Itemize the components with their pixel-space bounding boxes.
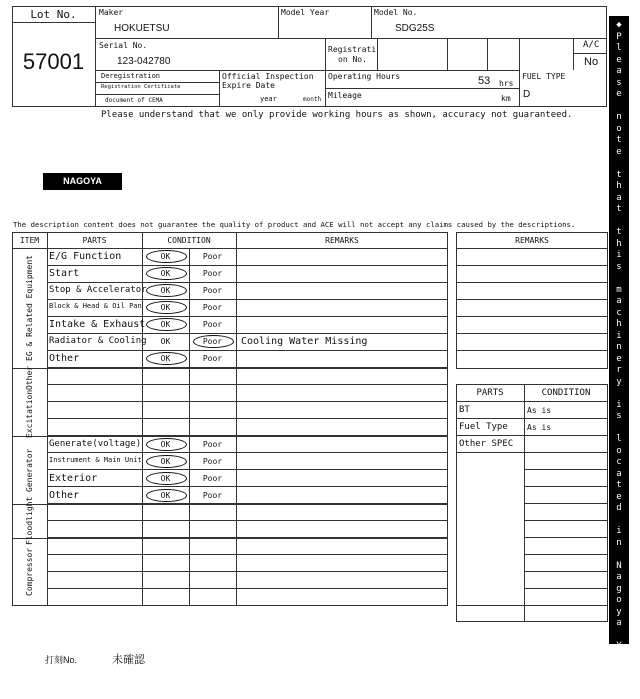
- row-divider: [524, 503, 608, 504]
- group-label-generator: Generator: [25, 448, 34, 492]
- condition-poor: Poor: [202, 286, 223, 295]
- divider: [95, 94, 219, 95]
- right-remarks-header: REMARKS: [515, 236, 549, 245]
- banner-letter: [609, 549, 629, 561]
- row-divider: [456, 316, 608, 317]
- divider: [487, 38, 488, 70]
- spec-part: BT: [459, 405, 470, 415]
- banner-letter: a: [616, 66, 622, 76]
- selected-condition-circle: [146, 438, 187, 451]
- year-label: year: [260, 95, 277, 103]
- divider: [519, 38, 520, 107]
- spec-condition: As is: [527, 406, 552, 415]
- row-divider: [47, 588, 448, 589]
- banner-letter: a: [616, 296, 622, 306]
- row-divider: [456, 248, 608, 249]
- row-divider: [456, 605, 608, 606]
- registration-label-2: on No.: [338, 55, 367, 64]
- part-name: Intake & Exhaust: [49, 319, 146, 330]
- part-name: Other: [49, 490, 80, 501]
- row-divider: [47, 605, 448, 606]
- condition-poor: Poor: [202, 457, 223, 466]
- banner-letter: o: [616, 595, 622, 605]
- location-badge-text: NAGOYA: [63, 176, 102, 186]
- part-name: E/G Function: [49, 251, 122, 262]
- banner-letter: [609, 388, 629, 400]
- row-divider: [47, 350, 448, 351]
- condition-ok: OK: [160, 474, 171, 483]
- condition-poor: Poor: [202, 354, 223, 363]
- spec-part: Other SPEC: [459, 439, 514, 449]
- col-item-header: ITEM: [19, 236, 40, 245]
- ac-label: A/C: [583, 40, 600, 50]
- banner-letter: m: [616, 284, 622, 295]
- row-divider: [47, 571, 448, 572]
- group-divider: [12, 504, 448, 505]
- spec-part: Fuel Type: [459, 422, 508, 432]
- row-divider: [456, 282, 608, 283]
- row-divider: [456, 333, 608, 334]
- model-no-value: SDG25S: [395, 23, 435, 34]
- condition-poor: Poor: [202, 252, 223, 261]
- condition-ok: OK: [160, 320, 171, 329]
- group-label-excitation: [12, 365, 47, 439]
- fuel-type-value: D: [523, 89, 531, 100]
- condition-ok: OK: [160, 337, 171, 346]
- divider: [219, 70, 220, 107]
- banner-letter: l: [616, 43, 622, 53]
- group-label-excitation-1: Excitation: [25, 389, 34, 439]
- row-divider: [47, 554, 448, 555]
- col-remarks-header: REMARKS: [325, 236, 359, 245]
- divider: [377, 38, 378, 70]
- condition-poor: Poor: [202, 440, 223, 449]
- row-divider: [456, 299, 608, 300]
- divider: [12, 22, 95, 23]
- group-divider: [12, 436, 448, 437]
- part-name: Stop & Accelerator: [49, 285, 147, 295]
- row-divider: [47, 401, 448, 402]
- banner-letter: r: [616, 365, 622, 375]
- banner-letter: s: [616, 411, 622, 421]
- divider: [573, 38, 574, 70]
- banner-letter: s: [616, 77, 622, 88]
- banner-letter: h: [616, 319, 622, 329]
- divider: [12, 248, 448, 249]
- row-divider: [47, 469, 448, 470]
- banner-letter: r: [616, 664, 622, 674]
- banner-letter: i: [616, 526, 622, 536]
- operating-hours-label: Operating Hours: [328, 72, 401, 81]
- group-label-floodlight: [12, 496, 47, 546]
- condition-poor: Poor: [202, 474, 223, 483]
- selected-condition-circle: [193, 335, 234, 348]
- maker-label: Maker: [99, 8, 124, 17]
- divider: [447, 38, 448, 70]
- fuel-type-label: FUEL TYPE: [522, 72, 566, 81]
- group-label-eg: EG & Related Equipment: [25, 255, 34, 361]
- banner-letter: o: [616, 445, 622, 456]
- condition-ok: OK: [160, 440, 171, 449]
- row-divider: [524, 486, 608, 487]
- banner-letter: a: [616, 652, 622, 663]
- condition-poor: Poor: [202, 491, 223, 500]
- right-condition-header: CONDITION: [541, 388, 591, 398]
- diamond-icon: ◆: [616, 20, 622, 30]
- model-no-label: Model No.: [374, 8, 418, 17]
- banner-letter: n: [616, 342, 622, 352]
- registration-label: Registrati: [328, 45, 377, 54]
- banner-letter: Y: [616, 641, 622, 651]
- expire-date-label: Expire Date: [222, 81, 275, 90]
- banner-letter: [609, 273, 629, 285]
- working-hours-notice: Please understand that we only provide working hours as shown, accuracy not guaranteed.: [101, 110, 573, 120]
- row-divider: [47, 384, 448, 385]
- banner-letter: [609, 158, 629, 170]
- banner-letter: s: [616, 261, 622, 272]
- selected-condition-circle: [146, 250, 187, 263]
- hrs-unit: hrs: [499, 79, 514, 88]
- banner-letter: d: [616, 675, 622, 686]
- mileage-label: Mileage: [328, 91, 362, 100]
- condition-poor: Poor: [202, 303, 223, 312]
- selected-condition-circle: [146, 301, 187, 314]
- banner-letter: y: [616, 376, 622, 387]
- group-divider: [12, 538, 448, 539]
- side-banner-text: [609, 20, 629, 699]
- banner-letter: N: [616, 560, 622, 571]
- spec-condition: As is: [527, 423, 552, 432]
- serial-no-value: 123-042780: [117, 56, 171, 67]
- banner-letter: h: [616, 181, 622, 191]
- banner-letter: n: [616, 112, 622, 122]
- registration-certificate-label: Registration Certificate: [101, 84, 181, 90]
- divider: [95, 6, 96, 107]
- divider: [573, 53, 607, 54]
- banner-letter: o: [616, 123, 622, 134]
- row-divider: [524, 537, 608, 538]
- model-year-label: Model Year: [281, 8, 330, 17]
- divider: [236, 232, 237, 606]
- divider: [325, 38, 326, 107]
- condition-ok: OK: [160, 286, 171, 295]
- disclaimer: The description content does not guarantee the quality of product and ACE will not accept any claims caused by the descriptions.: [13, 220, 576, 229]
- selected-condition-circle: [146, 489, 187, 502]
- serial-no-label: Serial No.: [99, 41, 148, 50]
- header-box: [12, 6, 607, 107]
- banner-letter: [609, 515, 629, 527]
- group-label-floodlight-2: ight: [25, 496, 34, 517]
- row-divider: [47, 299, 448, 300]
- part-name: Radiator & Cooling: [49, 336, 147, 346]
- banner-letter: c: [616, 457, 622, 467]
- condition-ok: OK: [160, 303, 171, 312]
- condition-poor: Poor: [202, 269, 223, 278]
- banner-letter: c: [616, 307, 622, 318]
- row-divider: [524, 571, 608, 572]
- row-divider: [47, 333, 448, 334]
- selected-condition-circle: [146, 472, 187, 485]
- divider: [47, 232, 48, 606]
- banner-letter: a: [616, 618, 622, 628]
- row-divider: [47, 265, 448, 266]
- condition-ok: OK: [160, 457, 171, 466]
- part-name: Generate(voltage): [49, 439, 142, 449]
- banner-letter: [609, 423, 629, 435]
- selected-condition-circle: [146, 284, 187, 297]
- row-divider: [47, 418, 448, 419]
- divider: [95, 82, 219, 83]
- right-parts-header: PARTS: [476, 388, 504, 398]
- divider: [371, 6, 372, 38]
- group-label-floodlight-1: Floodl: [25, 516, 34, 546]
- ac-value: No: [584, 56, 599, 68]
- month-label: month: [303, 96, 322, 103]
- group-label-compressor: Compressor: [25, 547, 34, 597]
- row-divider: [456, 418, 608, 419]
- banner-letter: a: [616, 572, 622, 582]
- lot-no-value: 57001: [22, 49, 85, 74]
- official-inspection-label: Official Inspection: [222, 72, 314, 81]
- maker-value: HOKUETSU: [114, 23, 170, 34]
- row-divider: [47, 520, 448, 521]
- banner-letter: l: [616, 434, 622, 444]
- part-name: Start: [49, 268, 80, 279]
- row-divider: [47, 452, 448, 453]
- banner-letter: t: [616, 204, 622, 214]
- row-divider: [456, 265, 608, 266]
- banner-letter: t: [616, 169, 622, 180]
- cema-label: document of CEMA: [105, 97, 163, 104]
- condition-poor: Poor: [202, 320, 223, 329]
- group-label-excitation-2: Other: [25, 365, 34, 390]
- banner-letter: a: [616, 192, 622, 203]
- row-divider: [47, 282, 448, 283]
- stamp-no-value: 未確認: [112, 654, 145, 666]
- part-name: Block & Head & Oil Pan: [49, 302, 142, 310]
- banner-letter: [609, 630, 629, 642]
- banner-letter: a: [616, 468, 622, 479]
- row-divider: [456, 401, 608, 402]
- banner-letter: i: [616, 250, 622, 260]
- part-name: Other: [49, 353, 80, 364]
- col-parts-header: PARTS: [82, 236, 107, 245]
- lot-no-label: Lot No.: [30, 8, 77, 21]
- divider: [95, 70, 519, 71]
- divider: [278, 6, 279, 38]
- deregistration-label: Deregistration: [101, 72, 161, 80]
- row-divider: [524, 520, 608, 521]
- right-remarks-table: [456, 232, 608, 369]
- part-name: Instrument & Main Unit: [49, 456, 142, 464]
- condition-ok: OK: [160, 252, 171, 261]
- condition-ok: OK: [160, 354, 171, 363]
- row-divider: [524, 469, 608, 470]
- diamond-icon: ◆: [616, 687, 622, 697]
- km-unit: km: [501, 94, 511, 103]
- operating-hours-value: 53: [478, 75, 491, 87]
- banner-letter: e: [616, 353, 622, 364]
- banner-letter: [609, 101, 629, 113]
- row-divider: [524, 554, 608, 555]
- divider: [325, 88, 519, 89]
- row-divider: [456, 350, 608, 351]
- row-divider: [47, 316, 448, 317]
- divider: [189, 248, 190, 606]
- selected-condition-circle: [146, 267, 187, 280]
- row-divider: [456, 435, 608, 436]
- banner-letter: i: [616, 330, 622, 341]
- banner-letter: e: [616, 146, 622, 157]
- condition-poor: Poor: [202, 337, 223, 346]
- banner-letter: P: [616, 31, 622, 42]
- banner-letter: y: [616, 606, 622, 617]
- stamp-no-label: 打刻No.: [45, 655, 78, 665]
- condition-ok: OK: [160, 491, 171, 500]
- divider: [95, 38, 607, 39]
- row-divider: [524, 588, 608, 589]
- banner-letter: t: [616, 227, 622, 237]
- row-divider: [47, 486, 448, 487]
- banner-letter: d: [616, 503, 622, 513]
- banner-letter: h: [616, 238, 622, 249]
- selected-condition-circle: [146, 352, 187, 365]
- banner-letter: e: [616, 491, 622, 502]
- selected-condition-circle: [146, 455, 187, 468]
- condition-ok: OK: [160, 269, 171, 278]
- col-condition-header: CONDITION: [167, 236, 211, 245]
- banner-letter: e: [616, 89, 622, 99]
- remark-text: Cooling Water Missing: [241, 336, 368, 347]
- banner-letter: i: [616, 399, 622, 410]
- banner-letter: [609, 216, 629, 228]
- row-divider: [456, 452, 608, 453]
- banner-letter: t: [616, 135, 622, 145]
- banner-letter: n: [616, 537, 622, 548]
- selected-condition-circle: [146, 318, 187, 331]
- banner-letter: g: [616, 583, 622, 594]
- group-divider: [12, 368, 448, 369]
- banner-letter: t: [616, 480, 622, 490]
- banner-letter: e: [616, 54, 622, 65]
- part-name: Exterior: [49, 473, 98, 484]
